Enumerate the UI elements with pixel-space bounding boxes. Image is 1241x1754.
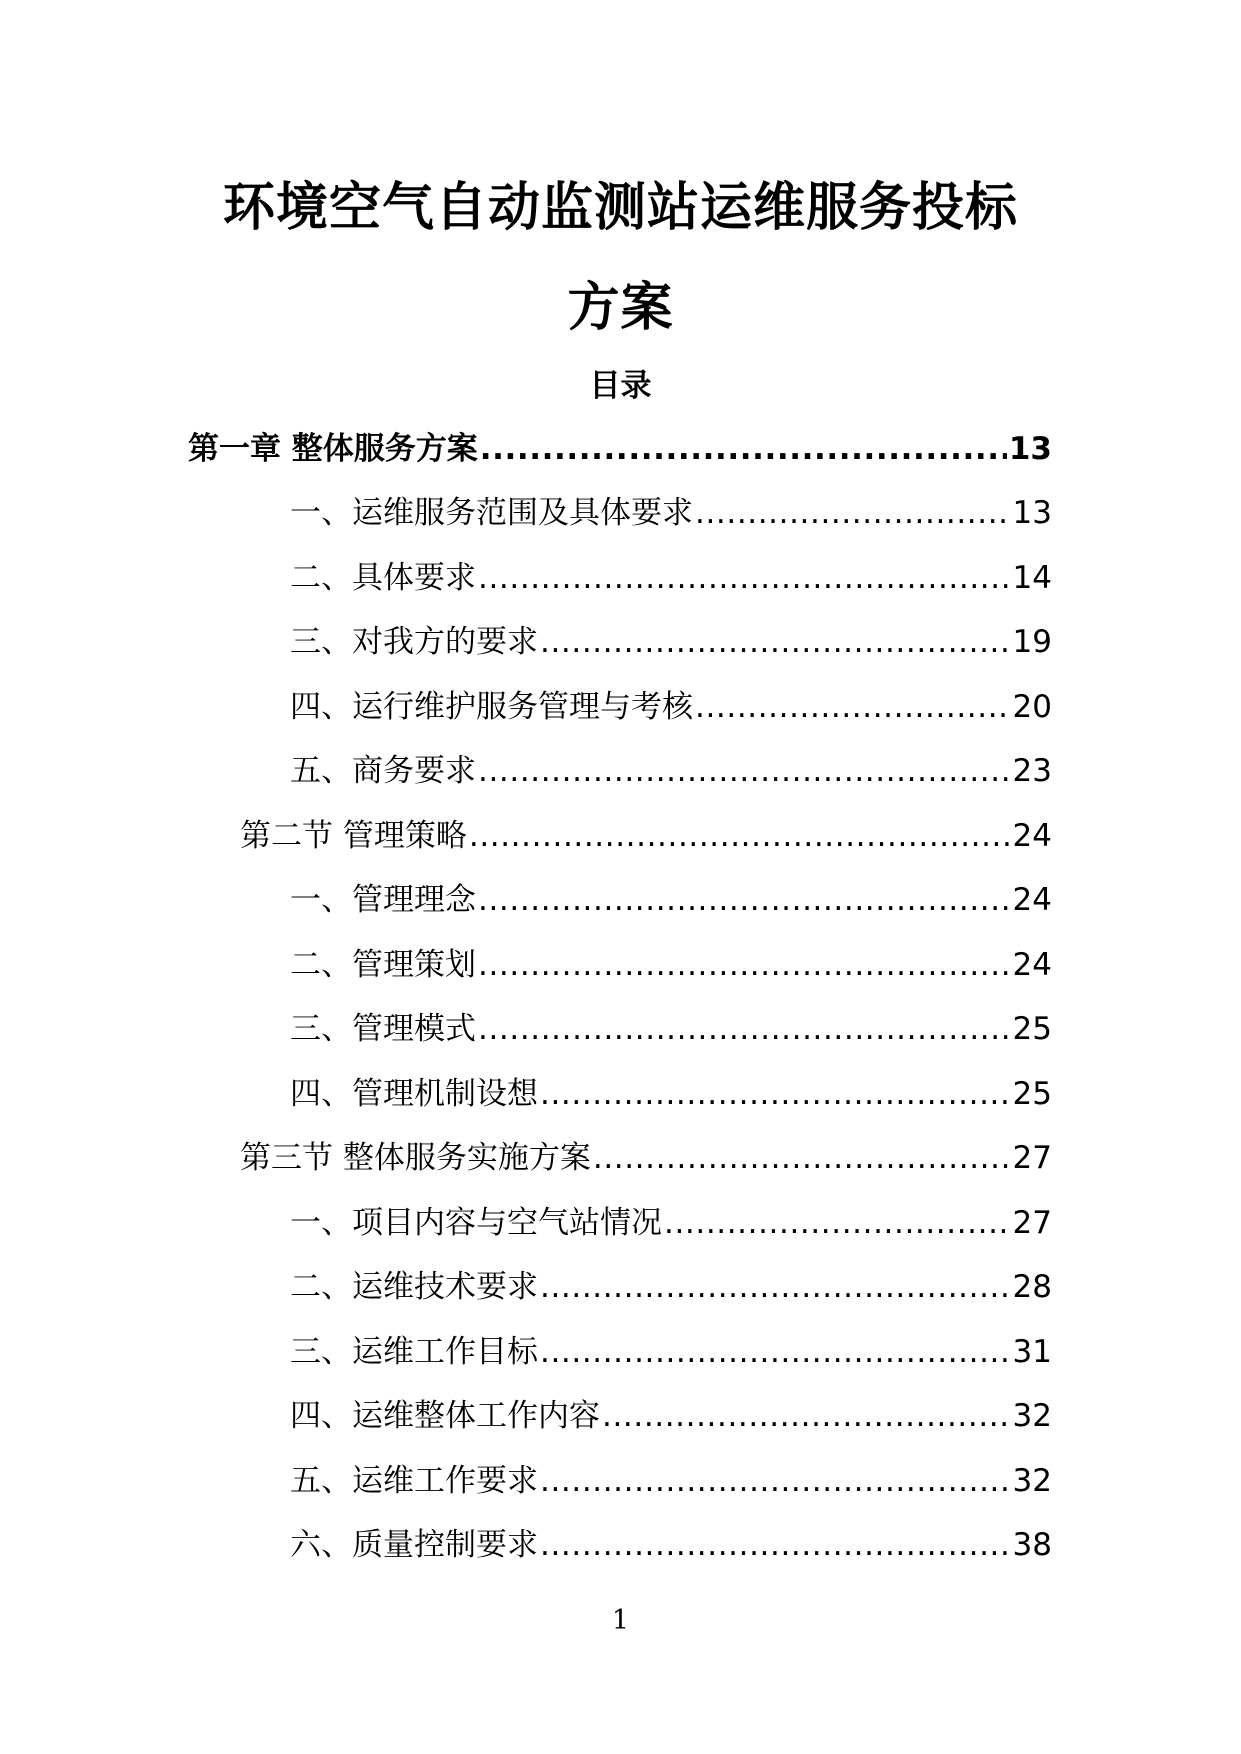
toc-entry[interactable] [290,945,1052,985]
toc-leader-dots [540,622,1011,662]
toc-leader-dots [695,687,1011,727]
toc-entry-page: 27 [1012,1205,1052,1241]
toc-entry-page: 38 [1012,1527,1052,1563]
toc-entry-title: 四、运维整体工作内容 [290,1398,600,1434]
toc-entry[interactable] [290,1461,1052,1501]
toc-leader-dots [664,1203,1011,1243]
toc-entry-title: 一、项目内容与空气站情况 [290,1205,662,1241]
toc-entry-page: 23 [1012,753,1052,789]
toc-entry-title: 一、运维服务范围及具体要求 [290,495,693,531]
toc-leader-dots [480,429,1007,469]
page-number: 1 [611,1605,630,1636]
toc-entry-page: 27 [1012,1140,1052,1176]
toc-entry[interactable] [290,493,1052,533]
toc-entry-title: 四、管理机制设想 [290,1076,538,1112]
toc-leader-dots [478,1009,1011,1049]
toc-leader-dots [469,816,1011,856]
toc-entry-page: 28 [1012,1269,1052,1305]
toc-entry-title: 四、运行维护服务管理与考核 [290,689,693,725]
toc-leader-dots [593,1138,1011,1178]
toc-leader-dots [478,945,1011,985]
toc-entry-title: 一、管理理念 [290,882,476,918]
toc-entry[interactable] [290,1009,1052,1049]
toc-leader-dots [540,1267,1011,1307]
toc-entry[interactable] [290,1525,1052,1565]
toc-entry[interactable] [290,1074,1052,1114]
toc-entry-page: 20 [1012,689,1052,725]
toc-entry-title: 第二节 管理策略 [240,818,467,854]
toc-entry[interactable] [290,687,1052,727]
toc-leader-dots [540,1074,1011,1114]
toc-entry-title: 二、运维技术要求 [290,1269,538,1305]
toc-entry-page: 13 [1008,431,1052,467]
toc-entry-title: 第一章 整体服务方案 [188,431,478,467]
toc-leader-dots [695,493,1011,533]
toc-leader-dots [478,751,1011,791]
toc-entry[interactable] [240,1138,1052,1178]
toc-entry-page: 25 [1012,1076,1052,1112]
toc-entry-page: 24 [1012,882,1052,918]
toc-entry-title: 第三节 整体服务实施方案 [240,1140,591,1176]
toc-entry[interactable] [188,429,1052,469]
document-title-line-2: 方案 [567,278,674,338]
toc-entry-page: 19 [1012,624,1052,660]
toc-entry-page: 32 [1012,1463,1052,1499]
toc-leader-dots [540,1525,1011,1565]
toc-entry-title: 二、管理策划 [290,947,476,983]
document-title-line-1: 环境空气自动监测站运维服务投标 [222,178,1018,238]
toc-entry-page: 31 [1012,1334,1052,1370]
toc-entry[interactable] [290,880,1052,920]
toc-entry[interactable] [290,1396,1052,1436]
toc-leader-dots [478,880,1011,920]
toc-entry[interactable] [290,1267,1052,1307]
toc-leader-dots [478,558,1011,598]
toc-entry-title: 三、对我方的要求 [290,624,538,660]
toc-leader-dots [540,1332,1011,1372]
toc-leader-dots [602,1396,1011,1436]
toc-entry-title: 五、商务要求 [290,753,476,789]
toc-entry[interactable] [290,622,1052,662]
toc-entry-title: 三、管理模式 [290,1011,476,1047]
toc-leader-dots [540,1461,1011,1501]
toc-entry-title: 二、具体要求 [290,560,476,596]
toc-entry[interactable] [290,558,1052,598]
toc-entry[interactable] [290,1203,1052,1243]
toc-entry-page: 13 [1012,495,1052,531]
toc-entry-page: 25 [1012,1011,1052,1047]
toc-entry[interactable] [290,1332,1052,1372]
toc-entry-title: 三、运维工作目标 [290,1334,538,1370]
toc-entry-title: 五、运维工作要求 [290,1463,538,1499]
toc-entry-page: 14 [1012,560,1052,596]
toc-entry-page: 32 [1012,1398,1052,1434]
toc-entry[interactable] [240,816,1052,856]
toc-entry-page: 24 [1012,947,1052,983]
toc-entry-title: 六、质量控制要求 [290,1527,538,1563]
toc-entry[interactable] [290,751,1052,791]
toc-entry-page: 24 [1012,818,1052,854]
toc-heading: 目录 [589,368,652,404]
